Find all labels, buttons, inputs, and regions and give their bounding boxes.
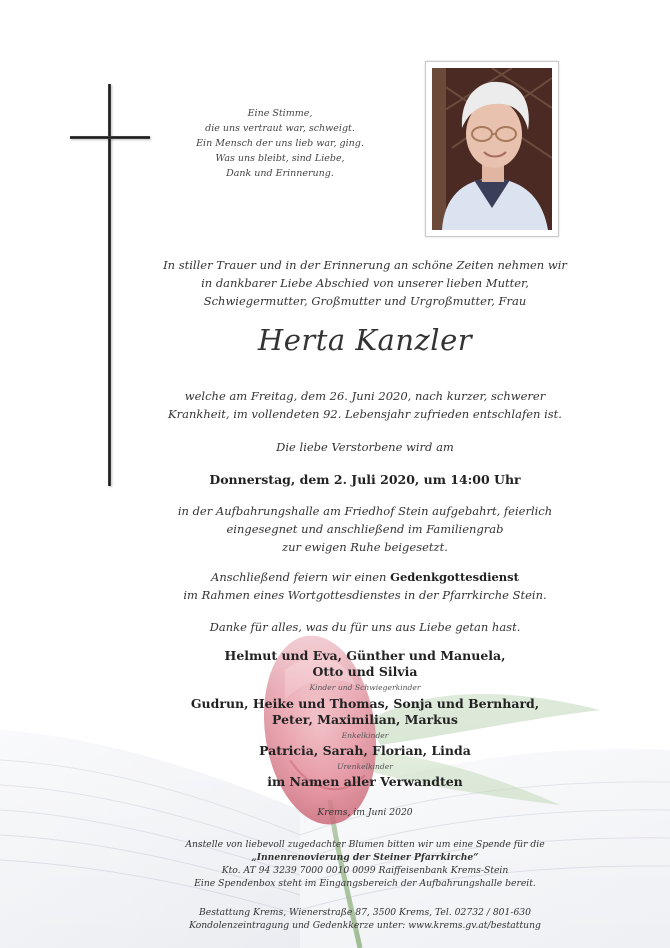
funeral-date: Donnerstag, dem 2. Juli 2020, um 14:00 Uhr: [209, 472, 521, 487]
footer-online: Kondolenzeintragung und Gedenkkerze unter: www.krems.gv.at/bestattung: [189, 920, 541, 931]
service-line: [110, 570, 620, 584]
poem-line: Ein Mensch der uns lieb war, ging.: [196, 138, 364, 149]
mourner-names: Peter, Maximilian, Markus: [272, 712, 458, 727]
poem-line: Dank und Erinnerung.: [226, 168, 334, 179]
donation-project: „Innenrenovierung der Steiner Pfarrkirche“: [251, 852, 479, 863]
death-text-line: Krankheit, im vollendeten 92. Lebensjahr zufrieden entschlafen ist.: [168, 407, 562, 421]
mourner-names: im Namen aller Verwandten: [267, 774, 463, 789]
place-date: Krems, im Juni 2020: [317, 807, 413, 818]
intro-line: Schwiegermutter, Großmutter und Urgroßmutter, Frau: [203, 294, 527, 308]
announce-text: Die liebe Verstorbene wird am: [276, 440, 454, 454]
mourner-role: Urenkelkinder: [337, 762, 393, 771]
donation-line: Anstelle von liebevoll zugedachter Blumen bitten wir um eine Spende für die: [185, 839, 545, 850]
donation-box: Eine Spendenbox steht im Eingangsbereich der Aufbahrungshalle bereit.: [194, 878, 536, 889]
mourner-names: Patricia, Sarah, Florian, Linda: [259, 743, 471, 758]
funeral-text-line: in der Aufbahrungshalle am Friedhof Stein aufgebahrt, feierlich: [177, 504, 553, 518]
mourner-names: Otto und Silvia: [312, 664, 418, 679]
mourner-role: Enkelkinder: [341, 731, 389, 740]
mourner-names: Helmut und Eva, Günther und Manuela,: [224, 648, 506, 663]
intro-line: in dankbarer Liebe Abschied von unserer lieben Mutter,: [201, 276, 529, 290]
thanks-text: Danke für alles, was du für uns aus Liebe getan hast.: [209, 620, 521, 634]
donation-account: Kto. AT 94 3239 7000 0010 0099 Raiffeisenbank Krems-Stein: [221, 865, 509, 876]
funeral-text-line: zur ewigen Ruhe beigesetzt.: [282, 540, 448, 554]
intro-line: In stiller Trauer und in der Erinnerung an schöne Zeiten nehmen wir: [163, 258, 567, 272]
mourner-role: Kinder und Schwiegerkinder: [309, 683, 421, 692]
poem-line: die uns vertraut war, schweigt.: [205, 123, 355, 134]
mourner-names: Gudrun, Heike und Thomas, Sonja und Bernhard,: [190, 696, 540, 711]
deceased-name: Herta Kanzler: [257, 323, 473, 357]
footer-undertaker: Bestattung Krems, Wienerstraße 87, 3500 Krems, Tel. 02732 / 801-630: [199, 907, 531, 918]
funeral-text-line: eingesegnet und anschließend im Familiengrab: [226, 522, 504, 536]
service-highlight: Gedenkgottesdienst: [390, 570, 519, 584]
death-text-line: welche am Freitag, dem 26. Juni 2020, nach kurzer, schwerer: [184, 389, 546, 403]
poem-line: Eine Stimme,: [247, 108, 313, 119]
poem-line: Was uns bleibt, sind Liebe,: [215, 153, 345, 164]
service-prefix: Anschließend feiern wir einen: [211, 570, 391, 584]
service-line-2: im Rahmen eines Wortgottesdienstes in der Pfarrkirche Stein.: [183, 588, 547, 602]
